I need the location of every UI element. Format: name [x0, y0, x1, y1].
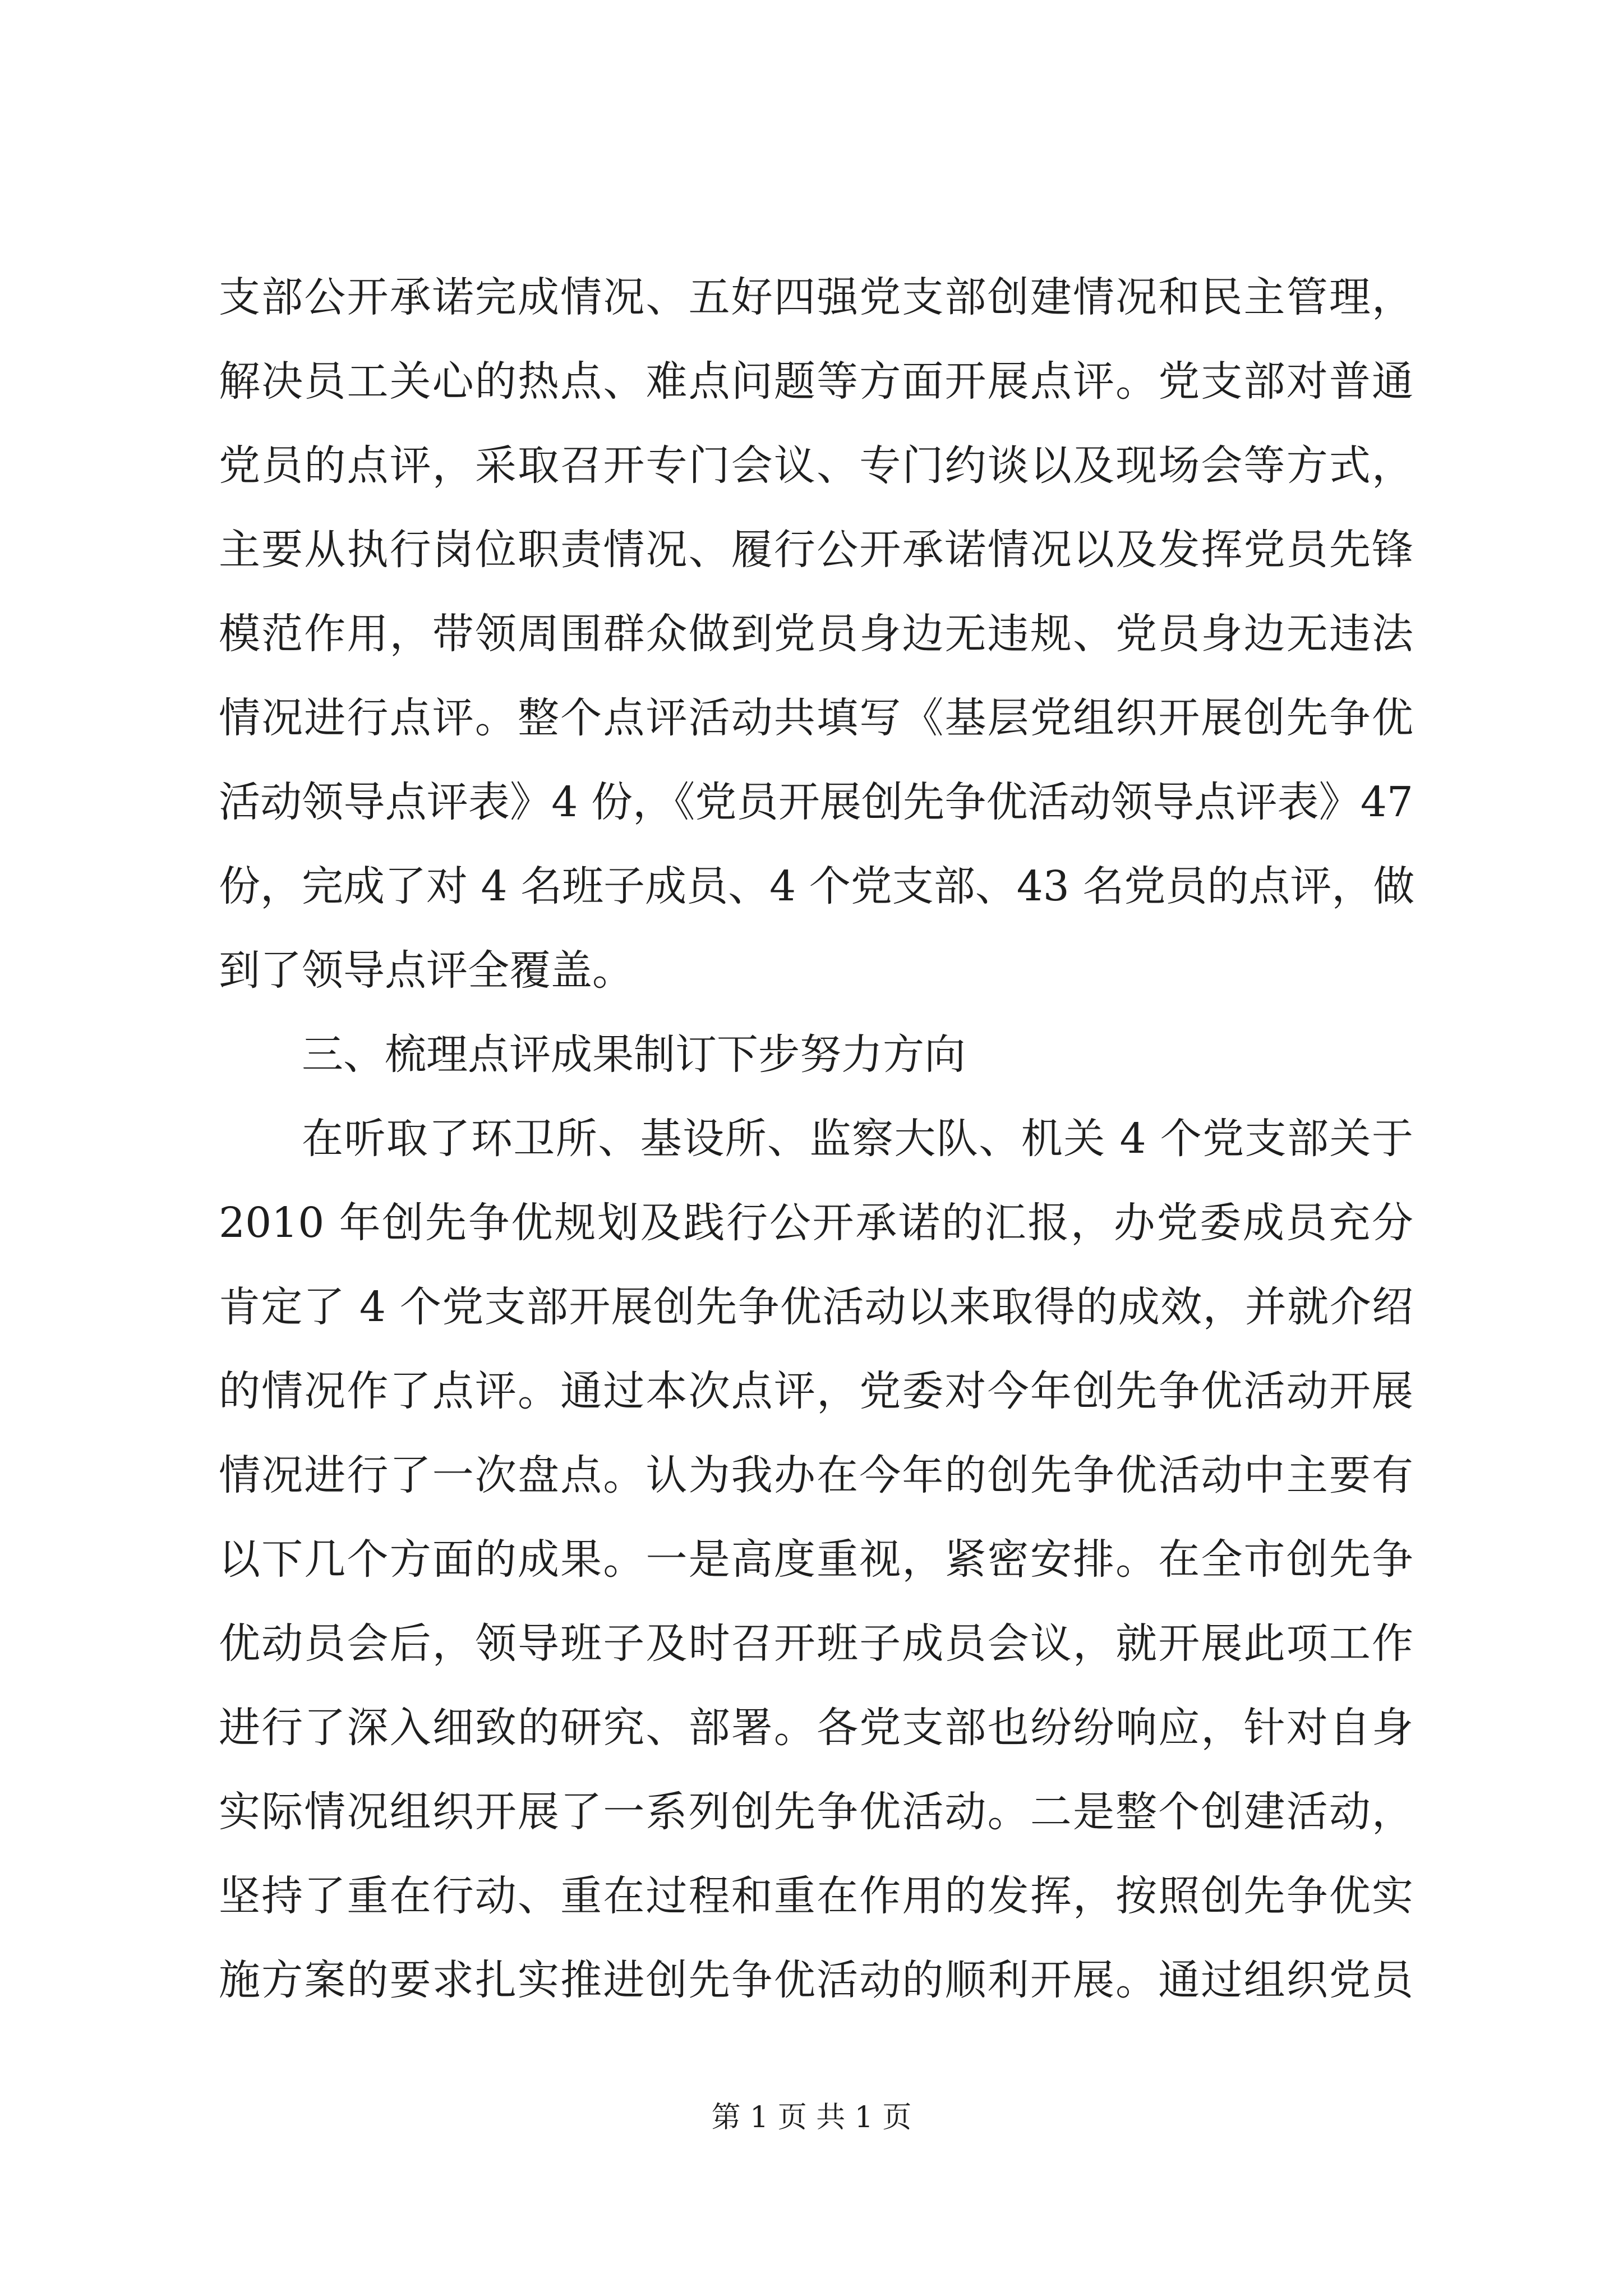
body-text-line: 2010 年创先争优规划及践行公开承诺的汇报，办党委成员充分: [219, 1199, 1413, 1247]
body-text-line: 情况进行了一次盘点。认为我办在今年的创先争优活动中主要有: [219, 1451, 1413, 1499]
body-text-line: 模范作用，带领周围群众做到党员身边无违规、党员身边无违法: [219, 610, 1413, 658]
page-footer: 第 1 页 共 1 页: [711, 2101, 912, 2134]
body-text-line: 在听取了环卫所、基设所、监察大队、机关 4 个党支部关于: [302, 1115, 1413, 1163]
body-text-line: 优动员会后，领导班子及时召开班子成员会议，就开展此项工作: [219, 1619, 1413, 1668]
body-text-line: 肯定了 4 个党支部开展创先争优活动以来取得的成效，并就介绍: [219, 1283, 1413, 1331]
body-text-line: 施方案的要求扎实推进创先争优活动的顺利开展。通过组织党员: [219, 1956, 1413, 2004]
body-text-line: 解决员工关心的热点、难点问题等方面开展点评。党支部对普通: [219, 357, 1413, 406]
body-text-line: 以下几个方面的成果。一是高度重视，紧密安排。在全市创先争: [219, 1535, 1413, 1584]
body-text-line: 实际情况组织开展了一系列创先争优活动。二是整个创建活动，: [219, 1788, 1413, 1836]
body-text-line: 支部公开承诺完成情况、五好四强党支部创建情况和民主管理，: [219, 273, 1413, 321]
section-heading: 三、梳理点评成果制订下步努力方向: [302, 1030, 966, 1079]
body-text-line: 党员的点评，采取召开专门会议、专门约谈以及现场会等方式，: [219, 441, 1413, 490]
body-text-line: 情况进行点评。整个点评活动共填写《基层党组织开展创先争优: [219, 694, 1413, 742]
body-text-line: 到了领导点评全覆盖。: [219, 946, 634, 995]
body-text-line: 进行了深入细致的研究、部署。各党支部也纷纷响应，针对自身: [219, 1704, 1413, 1752]
body-text-line: 份，完成了对 4 名班子成员、4 个党支部、43 名党员的点评，做: [219, 862, 1415, 910]
body-text-line: 主要从执行岗位职责情况、履行公开承诺情况以及发挥党员先锋: [219, 526, 1413, 574]
body-text-line: 的情况作了点评。通过本次点评，党委对今年创先争优活动开展: [219, 1367, 1413, 1415]
body-text-line: 坚持了重在行动、重在过程和重在作用的发挥，按照创先争优实: [219, 1872, 1413, 1920]
body-text-line: 活动领导点评表》4 份，《党员开展创先争优活动领导点评表》47: [219, 778, 1413, 826]
